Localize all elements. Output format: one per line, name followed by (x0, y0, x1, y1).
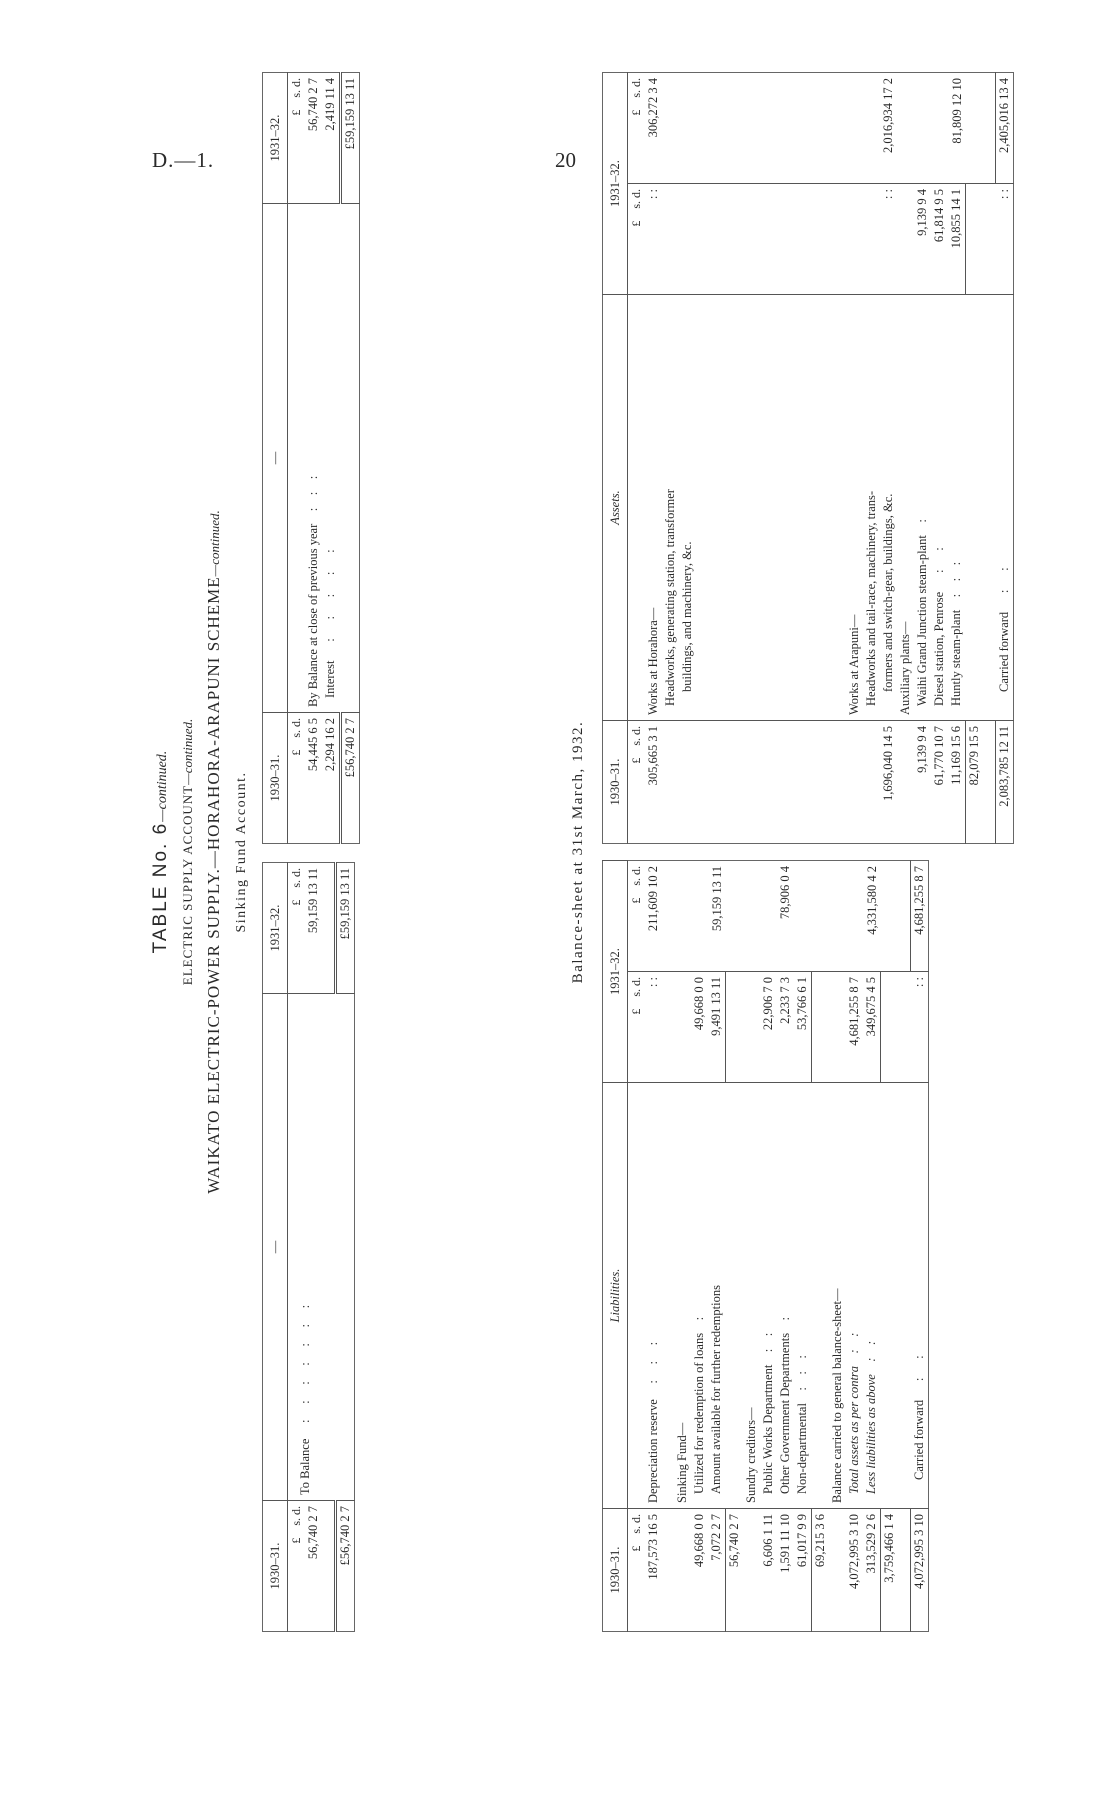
assets-carried-cur: 2,405,016 13 4 (996, 73, 1014, 184)
scheme-title (204, 72, 224, 1632)
horahora-head: Works at Horahora— (645, 295, 662, 721)
units-header: £ s. d. (628, 721, 646, 844)
carried-forward-cur: 4,681,255 8 7 (911, 861, 929, 972)
account-name: ELECTRIC SUPPLY ACCOUNT (180, 784, 195, 986)
sinking-utilized-inner: 49,668 0 0 (691, 972, 708, 1083)
table-number: TABLE No. 6 (150, 821, 171, 954)
arapuni-line2: formers and switch-gear, buildings, &c. (880, 295, 897, 721)
creditor-pwd-prev: 6,606 1 11 (760, 1509, 777, 1632)
account-continued: —continued. (180, 718, 195, 785)
waihi-prev: 9,139 9 4 (914, 721, 931, 844)
creditor-nondept-prev: 61,017 9 9 (794, 1509, 812, 1632)
horahora-line1: Headworks, generating station, transformer (662, 295, 679, 721)
creditor-other-inner: 2,233 7 3 (777, 972, 794, 1083)
carried-forward-prev: 4,072,995 3 10 (911, 1509, 929, 1632)
liabilities-table (602, 860, 929, 1632)
creditors-total-prev: 69,215 3 6 (812, 1509, 830, 1632)
depreciation-label: Depreciation reserve : : : (645, 1083, 662, 1509)
depreciation-cur: 211,609 10 2 (646, 866, 660, 932)
page-number: 20 (555, 148, 576, 172)
balance-sheet-title: Balance-sheet at 31st March, 1932. (570, 720, 586, 984)
sinking-available-label: Amount available for further redemptions (708, 1083, 726, 1509)
col-1930-31: 1930–31. (603, 1509, 628, 1632)
diesel-prev: 61,770 10 7 (931, 721, 948, 844)
col-assets: Assets. (603, 295, 628, 721)
carried-forward-label: Carried forward : : (911, 1083, 929, 1509)
interest-cur: 2,419 11 4 (323, 78, 337, 131)
total-assets-label: Total assets as per contra : : (846, 1083, 863, 1509)
total-assets-inner: 4,681,255 8 7 (846, 972, 863, 1083)
col-1930-31: 1930–31. (263, 1501, 288, 1632)
units-header: £ s. d. (628, 1509, 646, 1632)
less-liabilities-inner: 349,675 4 5 (863, 972, 881, 1083)
less-liabilities-prev: 313,529 2 6 (863, 1509, 881, 1632)
units-header: £ s. d. (628, 972, 646, 1083)
assets-carried-prev: 2,083,785 12 11 (996, 721, 1014, 844)
account-title (180, 72, 196, 1632)
arapuni-inner: : : (880, 184, 897, 295)
aux-total-cur: 81,809 12 10 (949, 78, 964, 144)
horahora-prev: 305,665 3 1 (645, 721, 662, 844)
sinking-fund-credit-table (262, 72, 360, 844)
rotated-content (140, 72, 1114, 1632)
horahora-cur: 306,272 3 4 (646, 78, 660, 138)
sinking-utilized-label: Utilized for redemption of loans : (691, 1083, 708, 1509)
by-balance-prev: 54,445 6 5 (305, 713, 322, 844)
sinking-utilized-prev: 49,668 0 0 (691, 1509, 708, 1632)
creditor-pwd-inner: 22,906 7 0 (760, 972, 777, 1083)
page-reference: D.—1. (152, 148, 215, 172)
col-liabilities: Liabilities. (603, 1083, 628, 1509)
credit-total-cur: £59,159 13 11 (341, 73, 360, 204)
sinking-total-prev: 56,740 2 7 (726, 1509, 744, 1632)
col-1931-32: 1931–32. (603, 861, 628, 1083)
huntly-label: Huntly steam-plant : : : (948, 295, 966, 721)
units-header: £ s. d. (629, 78, 643, 116)
arapuni-prev: 1,696,040 14 5 (880, 721, 897, 844)
less-liabilities-label: Less liabilities as above : : (863, 1083, 881, 1509)
credit-total-prev: £56,740 2 7 (341, 713, 360, 844)
balance-total-prev: 3,759,466 1 4 (881, 1509, 899, 1632)
huntly-inner: 10,855 14 1 (948, 184, 966, 295)
sinking-fund-debit-table (262, 862, 355, 1632)
by-balance-cur: 56,740 2 7 (306, 78, 320, 132)
depreciation-prev: 187,573 16 5 (645, 1509, 662, 1632)
arapuni-head: Works at Arapuni— (846, 295, 863, 721)
units-header: £ s. d. (628, 184, 646, 295)
diesel-label: Diesel station, Penrose : : (931, 295, 948, 721)
creditor-other-prev: 1,591 11 10 (777, 1509, 794, 1632)
assets-carried-inner: : : (996, 184, 1014, 295)
huntly-prev: 11,169 15 6 (948, 721, 966, 844)
balance-carried-head: Balance carried to general balance-sheet— (829, 1083, 846, 1509)
creditors-head: Sundry creditors— (743, 1083, 760, 1509)
diesel-inner: 61,814 9 5 (931, 184, 948, 295)
to-balance-cur: 59,159 13 11 (306, 868, 320, 934)
horahora-inner: : : (645, 184, 662, 295)
carried-forward-inner: : : (911, 972, 929, 1083)
debit-total-cur: £59,159 13 11 (336, 863, 355, 994)
creditor-other-label: Other Government Departments : (777, 1083, 794, 1509)
col-1930-31: 1930–31. (603, 721, 628, 844)
creditor-nondept-label: Non-departmental : : : (794, 1083, 812, 1509)
waihi-inner: 9,139 9 4 (914, 184, 931, 295)
creditors-total-cur: 78,906 0 4 (778, 866, 792, 920)
sinking-available-inner: 9,491 13 11 (708, 972, 726, 1083)
units-header: £ s. d. (629, 866, 643, 904)
units-header: £ s. d. (288, 713, 306, 844)
creditor-pwd-label: Public Works Department : : (760, 1083, 777, 1509)
scheme-continued: —continued. (207, 510, 222, 577)
by-balance-label: By Balance at close of previous year : : : (305, 204, 322, 713)
assets-table (602, 72, 1014, 844)
interest-label: Interest : : : : : (322, 204, 341, 713)
aux-total-prev: 82,079 15 5 (966, 721, 984, 844)
scheme-name: WAIKATO ELECTRIC-POWER SUPPLY.—HORAHORA-ARAPUNI SCHEME (204, 576, 223, 1194)
total-assets-prev: 4,072,995 3 10 (846, 1509, 863, 1632)
col-1930-31: 1930–31. (263, 713, 288, 844)
horahora-line2: buildings, and machinery, &c. (679, 295, 696, 721)
debit-total-prev: £56,740 2 7 (336, 1501, 355, 1632)
col-label-dash: — (263, 994, 288, 1501)
auxiliary-head: Auxiliary plants— (897, 295, 914, 721)
units-header: £ s. d. (288, 1501, 306, 1632)
col-1931-32: 1931–32. (263, 73, 288, 204)
table-continued: —continued. (155, 750, 170, 822)
assets-carried-label: Carried forward : : (996, 295, 1014, 721)
waihi-label: Waihi Grand Junction steam-plant : (914, 295, 931, 721)
col-1931-32: 1931–32. (263, 863, 288, 994)
units-header: £ s. d. (289, 868, 303, 906)
col-label-dash: — (263, 204, 288, 713)
creditor-nondept-inner: 53,766 6 1 (794, 972, 812, 1083)
balance-total-cur: 4,331,580 4 2 (864, 866, 879, 935)
interest-prev: 2,294 16 2 (322, 713, 341, 844)
sinking-total-cur: 59,159 13 11 (709, 866, 724, 932)
to-balance-label: To Balance : : : : : : : (288, 994, 323, 1501)
arapuni-line1: Headworks and tail-race, machinery, trans- (863, 295, 880, 721)
units-header: £ s. d. (289, 78, 303, 116)
sinking-fund-head: Sinking Fund— (674, 1083, 691, 1509)
arapuni-cur: 2,016,934 17 2 (881, 78, 895, 153)
sinking-available-prev: 7,072 2 7 (708, 1509, 726, 1632)
col-1931-32: 1931–32. (603, 73, 628, 295)
depreciation-inner: : : (645, 972, 662, 1083)
to-balance-prev: 56,740 2 7 (305, 1501, 322, 1632)
sinking-fund-title: Sinking Fund Account. (234, 771, 249, 933)
table-title (150, 72, 172, 1632)
